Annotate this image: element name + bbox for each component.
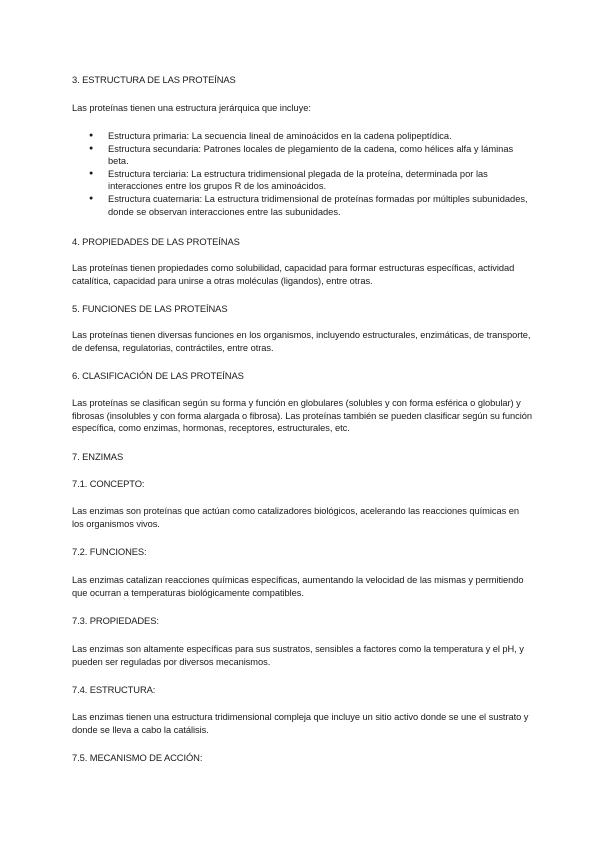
- section-7-1-body: Las enzimas son proteínas que actúan como catalizadores biológicos, acelerando las reacciones químicas en los organismos vivos.: [72, 506, 519, 529]
- section-6-body: Las proteínas se clasifican según su forma y función en globulares (solubles y con forma esférica o globular) y fibrosas (insolubles y con forma alargada o fibrosa). Las proteínas también se pueden clasificar según su función específica, como enzimas, hormonas, receptores, estructurales, etc.: [72, 398, 532, 434]
- section-heading-7-3: 7.3. PROPIEDADES:: [72, 615, 159, 626]
- protein-structure-list: [72, 130, 532, 218]
- list-item: ● Estructura cuaternaria: La estructura tridimensional de proteínas formadas por múltiples subunidades, donde se observan interacciones entre las subunidades.: [72, 193, 532, 218]
- list-item: ● Estructura secundaria: Patrones locales de plegamiento de la cadena, como hélices alfa y láminas beta.: [72, 143, 532, 168]
- section-5-body: Las proteínas tienen diversas funciones en los organismos, incluyendo estructurales, enzimáticas, de transporte, de defensa, regulatorias, contráctiles, entre otras.: [72, 330, 531, 353]
- list-item: ● Estructura primaria: La secuencia lineal de aminoácidos en la cadena polipeptídica.: [72, 130, 532, 143]
- section-heading-7-2: 7.2. FUNCIONES:: [72, 546, 147, 557]
- section-heading-5: 5. FUNCIONES DE LAS PROTEÍNAS: [72, 303, 228, 314]
- section-heading-3: 3. ESTRUCTURA DE LAS PROTEÍNAS: [72, 74, 236, 85]
- section-4-body: Las proteínas tienen propiedades como solubilidad, capacidad para formar estructuras específicas, actividad catalítica, capacidad para unirse a otras moléculas (ligandos), entre otras.: [72, 263, 515, 286]
- section-heading-7-1: 7.1. CONCEPTO:: [72, 478, 145, 489]
- section-3-intro: Las proteínas tienen una estructura jerárquica que incluye:: [72, 103, 311, 113]
- section-heading-4: 4. PROPIEDADES DE LAS PROTEÍNAS: [72, 236, 240, 247]
- list-item: ● Estructura terciaria: La estructura tridimensional plegada de la proteína, determinada por las interacciones entre los grupos R de los aminoácidos.: [72, 168, 532, 193]
- section-7-4-body: Las enzimas tienen una estructura tridimensional compleja que incluye un sitio activo donde se une el sustrato y donde se lleva a cabo la catálisis.: [72, 712, 529, 735]
- section-7-2-body: Las enzimas catalizan reacciones químicas específicas, aumentando la velocidad de las mismas y permitiendo que ocurran a temperaturas biológicamente compatibles.: [72, 575, 524, 598]
- section-heading-7-4: 7.4. ESTRUCTURA:: [72, 684, 156, 695]
- section-heading-6: 6. CLASIFICACIÓN DE LAS PROTEÍNAS: [72, 370, 244, 381]
- section-heading-7-5: 7.5. MECANISMO DE ACCIÓN:: [72, 752, 203, 763]
- section-7-3-body: Las enzimas son altamente específicas para sus sustratos, sensibles a factores como la temperatura y el pH, y pueden ser reguladas por diversos mecanismos.: [72, 644, 524, 667]
- section-heading-7: 7. ENZIMAS: [72, 451, 124, 462]
